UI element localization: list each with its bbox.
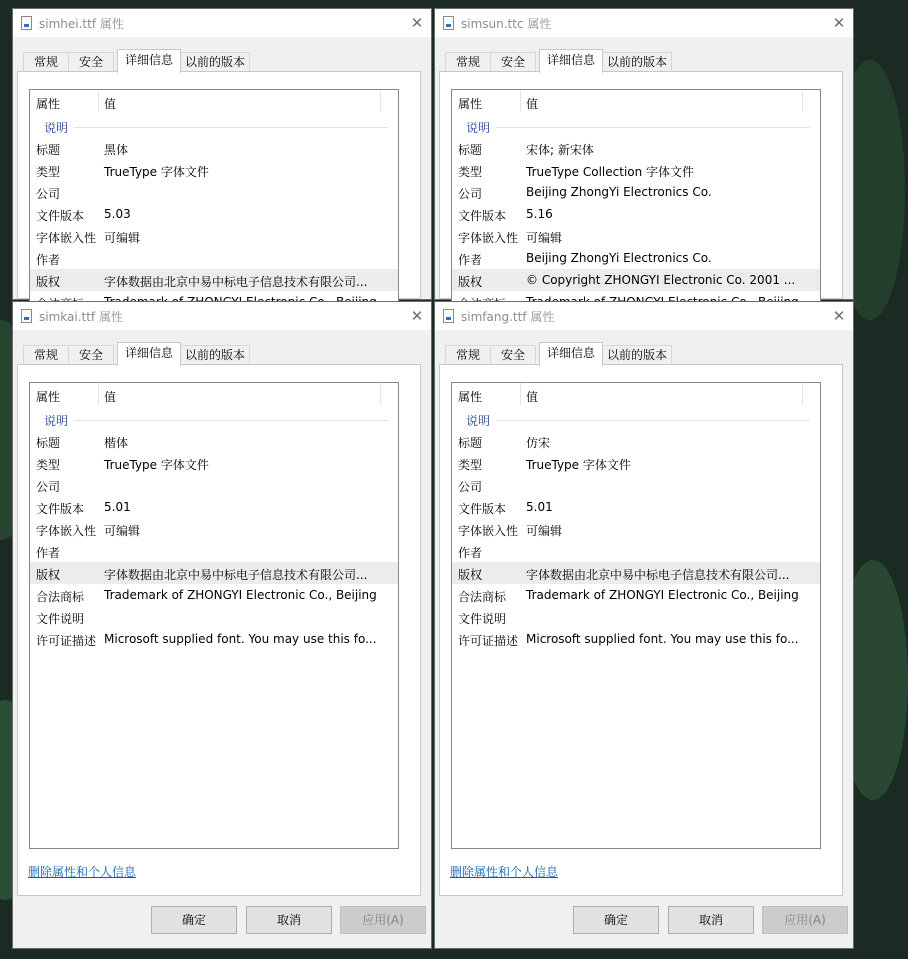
group-description: 说明 bbox=[452, 115, 820, 137]
list-item[interactable]: 文件版本 5.01 bbox=[458, 500, 553, 516]
list-header bbox=[30, 90, 398, 115]
list-item[interactable]: 许可证描述 Microsoft supplied font. You may use this fo... bbox=[36, 632, 377, 648]
list-item[interactable]: 类型 TrueType 字体文件 bbox=[36, 165, 209, 179]
list-item[interactable]: 文件版本 5.03 bbox=[36, 207, 131, 223]
column-header-value[interactable]: 值 bbox=[526, 390, 539, 404]
details-list[interactable] bbox=[29, 382, 399, 849]
list-item[interactable]: 类型 TrueType 字体文件 bbox=[36, 458, 209, 472]
close-icon[interactable]: ✕ bbox=[410, 307, 424, 325]
list-header bbox=[452, 383, 820, 408]
list-item[interactable]: 标题 仿宋 bbox=[458, 436, 551, 450]
list-item[interactable]: 公司 bbox=[458, 480, 483, 494]
column-header-property[interactable]: 属性 bbox=[458, 97, 483, 111]
title-bar[interactable] bbox=[13, 302, 431, 330]
close-icon[interactable]: ✕ bbox=[832, 14, 846, 32]
list-item[interactable]: 合法商标 Trademark of ZHONGYI Electronic Co., Beijing bbox=[458, 588, 799, 604]
list-item[interactable]: 标题 宋体; 新宋体 bbox=[458, 143, 594, 157]
list-item[interactable]: 类型 TrueType Collection 字体文件 bbox=[458, 165, 695, 179]
column-header-property[interactable]: 属性 bbox=[458, 390, 483, 404]
close-icon[interactable]: ✕ bbox=[832, 307, 846, 325]
tab-security[interactable]: 安全 bbox=[68, 52, 114, 72]
ok-button[interactable]: 确定 bbox=[151, 906, 237, 934]
details-list[interactable] bbox=[451, 89, 821, 309]
tab-general[interactable]: 常规 bbox=[445, 345, 491, 365]
list-item[interactable]: 作者 bbox=[458, 546, 483, 560]
tab-details[interactable]: 详细信息 bbox=[117, 49, 181, 73]
remove-properties-link[interactable]: 删除属性和个人信息 bbox=[28, 865, 137, 879]
list-item[interactable]: 文件说明 bbox=[458, 612, 507, 626]
tab-details[interactable]: 详细信息 bbox=[539, 49, 603, 73]
window-title: simkai.ttf 属性 bbox=[39, 310, 123, 324]
list-item[interactable]: 文件版本 5.16 bbox=[458, 207, 553, 223]
tab-previous-versions[interactable]: 以前的版本 bbox=[602, 52, 672, 72]
list-item[interactable]: 文件说明 bbox=[36, 612, 85, 626]
tab-previous-versions[interactable]: 以前的版本 bbox=[602, 345, 672, 365]
cancel-button[interactable]: 取消 bbox=[246, 906, 332, 934]
tab-details[interactable]: 详细信息 bbox=[539, 342, 603, 366]
tab-security[interactable]: 安全 bbox=[490, 345, 536, 365]
list-item[interactable]: 作者 bbox=[36, 546, 61, 560]
dialog-footer bbox=[13, 896, 431, 948]
ok-button[interactable]: 确定 bbox=[573, 906, 659, 934]
column-header-property[interactable]: 属性 bbox=[36, 97, 61, 111]
list-header bbox=[30, 383, 398, 408]
cancel-button[interactable]: 取消 bbox=[668, 906, 754, 934]
list-item[interactable]: 公司 Beijing ZhongYi Electronics Co. bbox=[458, 185, 712, 201]
list-item[interactable]: 作者 bbox=[36, 253, 61, 267]
list-item[interactable]: 标题 黑体 bbox=[36, 143, 129, 157]
list-item[interactable]: 类型 TrueType 字体文件 bbox=[458, 458, 631, 472]
group-description: 说明 bbox=[30, 115, 398, 137]
list-item[interactable]: 字体嵌入性 可编辑 bbox=[458, 524, 563, 538]
list-item-selected[interactable]: 版权 © Copyright ZHONGYI Electronic Co. 2001 ... bbox=[452, 269, 820, 291]
list-item[interactable]: 许可证描述 Microsoft supplied font. You may use this fo... bbox=[458, 632, 799, 648]
properties-dialog-simhei[interactable] bbox=[12, 8, 432, 300]
title-bar[interactable] bbox=[435, 302, 853, 330]
list-item-selected[interactable]: 版权 字体数据由北京中易中标电子信息技术有限公司... bbox=[30, 562, 398, 584]
list-item[interactable]: 字体嵌入性 可编辑 bbox=[36, 524, 141, 538]
column-header-property[interactable]: 属性 bbox=[36, 390, 61, 404]
tab-general[interactable]: 常规 bbox=[23, 52, 69, 72]
list-item[interactable]: 公司 bbox=[36, 187, 61, 201]
dialog-footer bbox=[435, 896, 853, 948]
window-title: simhei.ttf 属性 bbox=[39, 17, 124, 31]
list-item[interactable]: 文件版本 5.01 bbox=[36, 500, 131, 516]
tab-details[interactable]: 详细信息 bbox=[117, 342, 181, 366]
font-file-icon bbox=[443, 16, 454, 30]
list-item-selected[interactable]: 版权 字体数据由北京中易中标电子信息技术有限公司... bbox=[452, 562, 820, 584]
list-header bbox=[452, 90, 820, 115]
list-item-selected[interactable]: 版权 字体数据由北京中易中标电子信息技术有限公司... bbox=[30, 269, 398, 291]
details-list[interactable] bbox=[29, 89, 399, 309]
properties-dialog-simsun[interactable] bbox=[434, 8, 854, 300]
font-file-icon bbox=[443, 309, 454, 323]
tab-general[interactable]: 常规 bbox=[445, 52, 491, 72]
list-item[interactable]: 标题 楷体 bbox=[36, 436, 129, 450]
window-title: simfang.ttf 属性 bbox=[461, 310, 555, 324]
group-description: 说明 bbox=[30, 408, 398, 430]
list-item[interactable]: 公司 bbox=[36, 480, 61, 494]
apply-button[interactable]: 应用(A) bbox=[340, 906, 426, 934]
column-header-value[interactable]: 值 bbox=[104, 97, 117, 111]
font-file-icon bbox=[21, 16, 32, 30]
column-header-value[interactable]: 值 bbox=[526, 97, 539, 111]
tab-security[interactable]: 安全 bbox=[68, 345, 114, 365]
list-item[interactable]: 作者 Beijing ZhongYi Electronics Co. bbox=[458, 251, 712, 267]
apply-button[interactable]: 应用(A) bbox=[762, 906, 848, 934]
properties-dialog-simfang[interactable] bbox=[434, 301, 854, 949]
details-list[interactable] bbox=[451, 382, 821, 849]
list-item[interactable]: 字体嵌入性 可编辑 bbox=[458, 231, 563, 245]
font-file-icon bbox=[21, 309, 32, 323]
tab-general[interactable]: 常规 bbox=[23, 345, 69, 365]
column-header-value[interactable]: 值 bbox=[104, 390, 117, 404]
group-description: 说明 bbox=[452, 408, 820, 430]
close-icon[interactable]: ✕ bbox=[410, 14, 424, 32]
properties-dialog-simkai[interactable] bbox=[12, 301, 432, 949]
list-item[interactable]: 合法商标 Trademark of ZHONGYI Electronic Co., Beijing bbox=[36, 588, 377, 604]
window-title: simsun.ttc 属性 bbox=[461, 17, 552, 31]
tab-security[interactable]: 安全 bbox=[490, 52, 536, 72]
title-bar[interactable] bbox=[13, 9, 431, 37]
list-item[interactable]: 字体嵌入性 可编辑 bbox=[36, 231, 141, 245]
tab-previous-versions[interactable]: 以前的版本 bbox=[180, 52, 250, 72]
tab-previous-versions[interactable]: 以前的版本 bbox=[180, 345, 250, 365]
remove-properties-link[interactable]: 删除属性和个人信息 bbox=[450, 865, 559, 879]
title-bar[interactable] bbox=[435, 9, 853, 37]
